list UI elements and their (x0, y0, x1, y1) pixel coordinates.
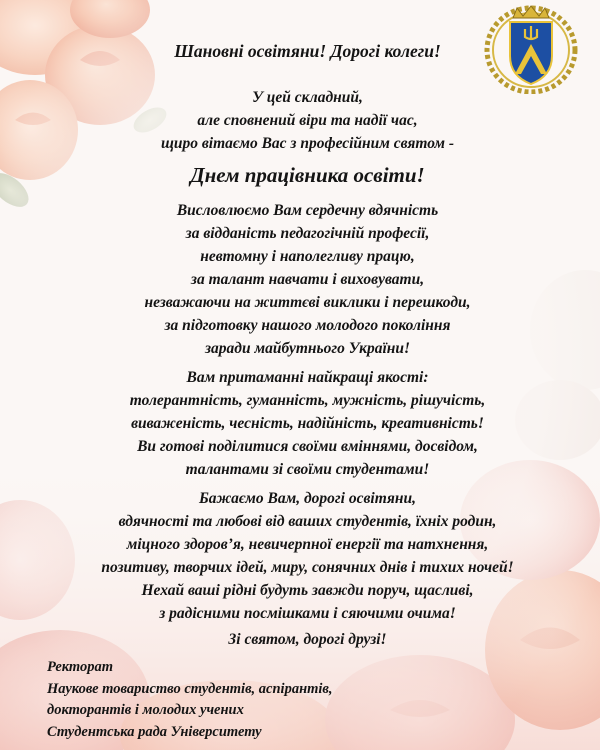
qualities-line: талантами зі своїми студентами! (185, 461, 430, 478)
closing-line: Зі святом, дорогі друзі! (228, 631, 387, 648)
wishes-line: з радісними посмішками і сяючими очима! (159, 605, 456, 622)
gratitude-line: невтомну і наполегливу працю, (200, 248, 415, 265)
wishes-line: Нехай ваші рідні будуть завжди поруч, щасливі, (141, 582, 474, 599)
qualities-line: Ви готові поділитися своїми вміннями, досвідом, (137, 438, 478, 455)
intro-line: але сповнений віри та надії час, (197, 112, 418, 129)
greeting-heading: Шановні освітяни! Дорогі колеги! (174, 41, 441, 61)
intro-line: щиро вітаємо Вас з професійним святом - (160, 135, 455, 152)
wishes-line: позитиву, творчих ідей, миру, сонячних днів і тихих ночей! (101, 559, 514, 576)
gratitude-line: за талант навчати і виховувати, (190, 271, 425, 288)
signature-line: Наукове товариство студентів, аспірантів, (47, 680, 333, 697)
wishes-line: вдячності та любові від ваших студентів, їхніх родин, (118, 513, 497, 530)
wishes-paragraph (0, 487, 600, 625)
qualities-paragraph (0, 366, 600, 481)
wishes-line: Бажаємо Вам, дорогі освітяни, (198, 490, 417, 507)
gratitude-paragraph (0, 199, 600, 360)
coat-of-arms-icon (483, 4, 579, 94)
intro-paragraph (0, 86, 600, 155)
signature-line: докторантів і молодих учених (47, 702, 244, 718)
qualities-line: толерантність, гуманність, мужність, рішучість, (129, 392, 486, 409)
gratitude-line: незважаючи на життєві виклики і перешкоди, (144, 294, 471, 311)
wishes-line: міцного здоров’я, невичерпної енергії та натхнення, (126, 536, 489, 553)
gratitude-line: за відданість педагогічній професії, (185, 225, 430, 242)
intro-line: У цей складний, (252, 89, 363, 106)
gratitude-line: заради майбутнього України! (204, 340, 411, 357)
gratitude-line: Висловлюємо Вам сердечну вдячність (176, 202, 439, 219)
qualities-line: виваженість, чесність, надійність, креативність! (131, 415, 484, 432)
gratitude-line: за підготовку нашого молодого покоління (164, 317, 451, 334)
signature-line: Ректорат (47, 659, 114, 675)
holiday-title: Днем працівника освіти! (190, 163, 425, 187)
qualities-line: Вам притаманні найкращі якості: (186, 369, 429, 386)
signature-line: Студентська рада Університету (47, 723, 262, 740)
signature-block (47, 657, 427, 743)
